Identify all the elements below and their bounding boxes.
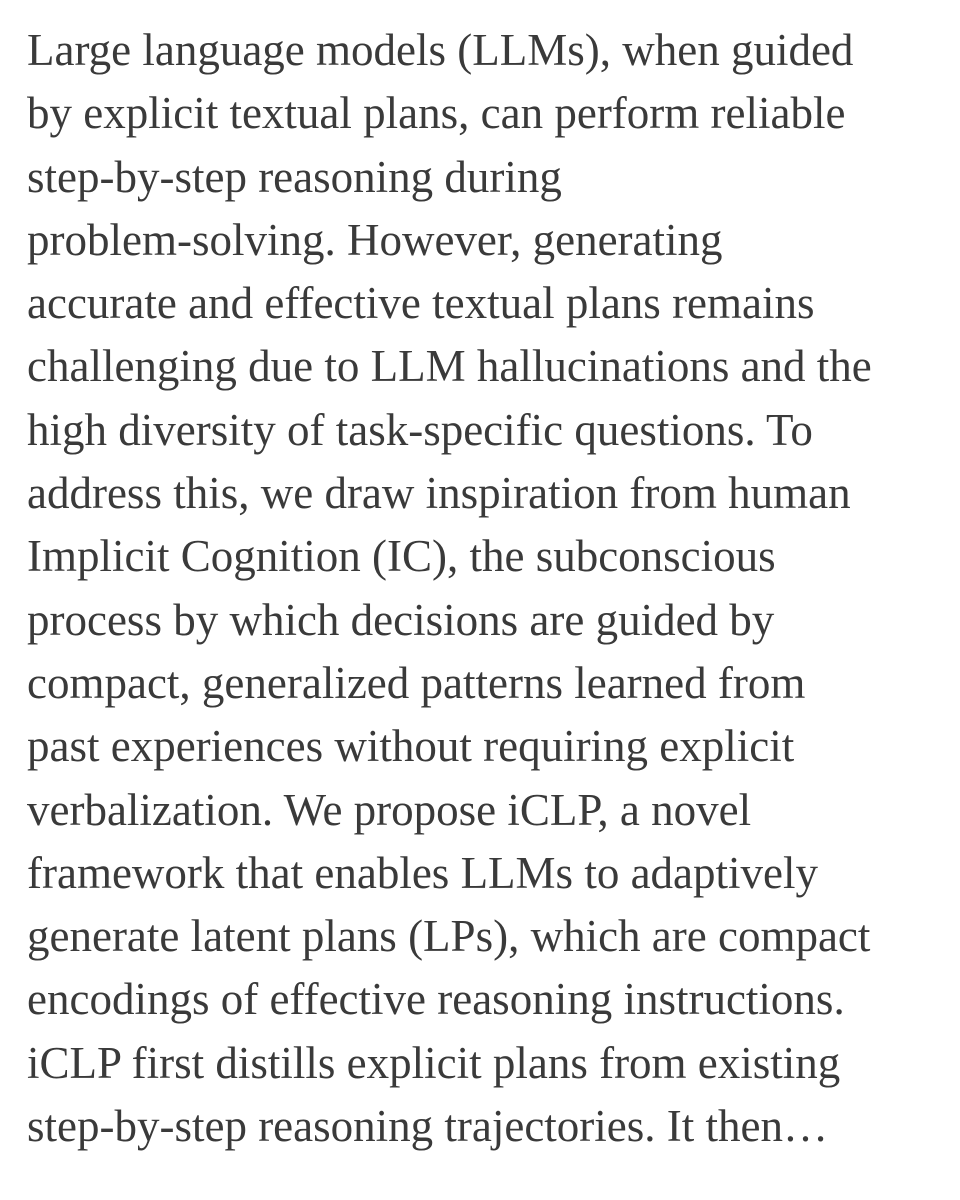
abstract-line: verbalization. We propose iCLP, a novel	[27, 784, 752, 835]
abstract-text	[27, 19, 947, 1158]
abstract-line: iCLP first distills explicit plans from existing	[27, 1037, 841, 1088]
abstract-line: step-by-step reasoning during	[27, 151, 562, 202]
abstract-line: by explicit textual plans, can perform reliable	[27, 88, 846, 139]
abstract-line: high diversity of task-specific questions. To	[27, 404, 813, 455]
abstract-line: Large language models (LLMs), when guided	[27, 25, 854, 75]
abstract-line: step-by-step reasoning trajectories. It then…	[27, 1101, 828, 1152]
abstract-line: accurate and effective textual plans remains	[27, 278, 815, 329]
abstract-line: problem-solving. However, generating	[27, 214, 723, 265]
abstract-line: compact, generalized patterns learned from	[27, 657, 806, 708]
abstract-line: process by which decisions are guided by	[27, 594, 775, 645]
abstract-line: encodings of effective reasoning instructions.	[27, 974, 845, 1025]
abstract-line: generate latent plans (LPs), which are compact	[27, 911, 871, 962]
abstract-line: framework that enables LLMs to adaptively	[27, 847, 818, 898]
abstract-line: challenging due to LLM hallucinations and the	[27, 341, 872, 392]
abstract-line: past experiences without requiring explicit	[27, 721, 795, 772]
abstract-line: address this, we draw inspiration from human	[27, 468, 851, 519]
abstract-line: Implicit Cognition (IC), the subconscious	[27, 531, 776, 582]
